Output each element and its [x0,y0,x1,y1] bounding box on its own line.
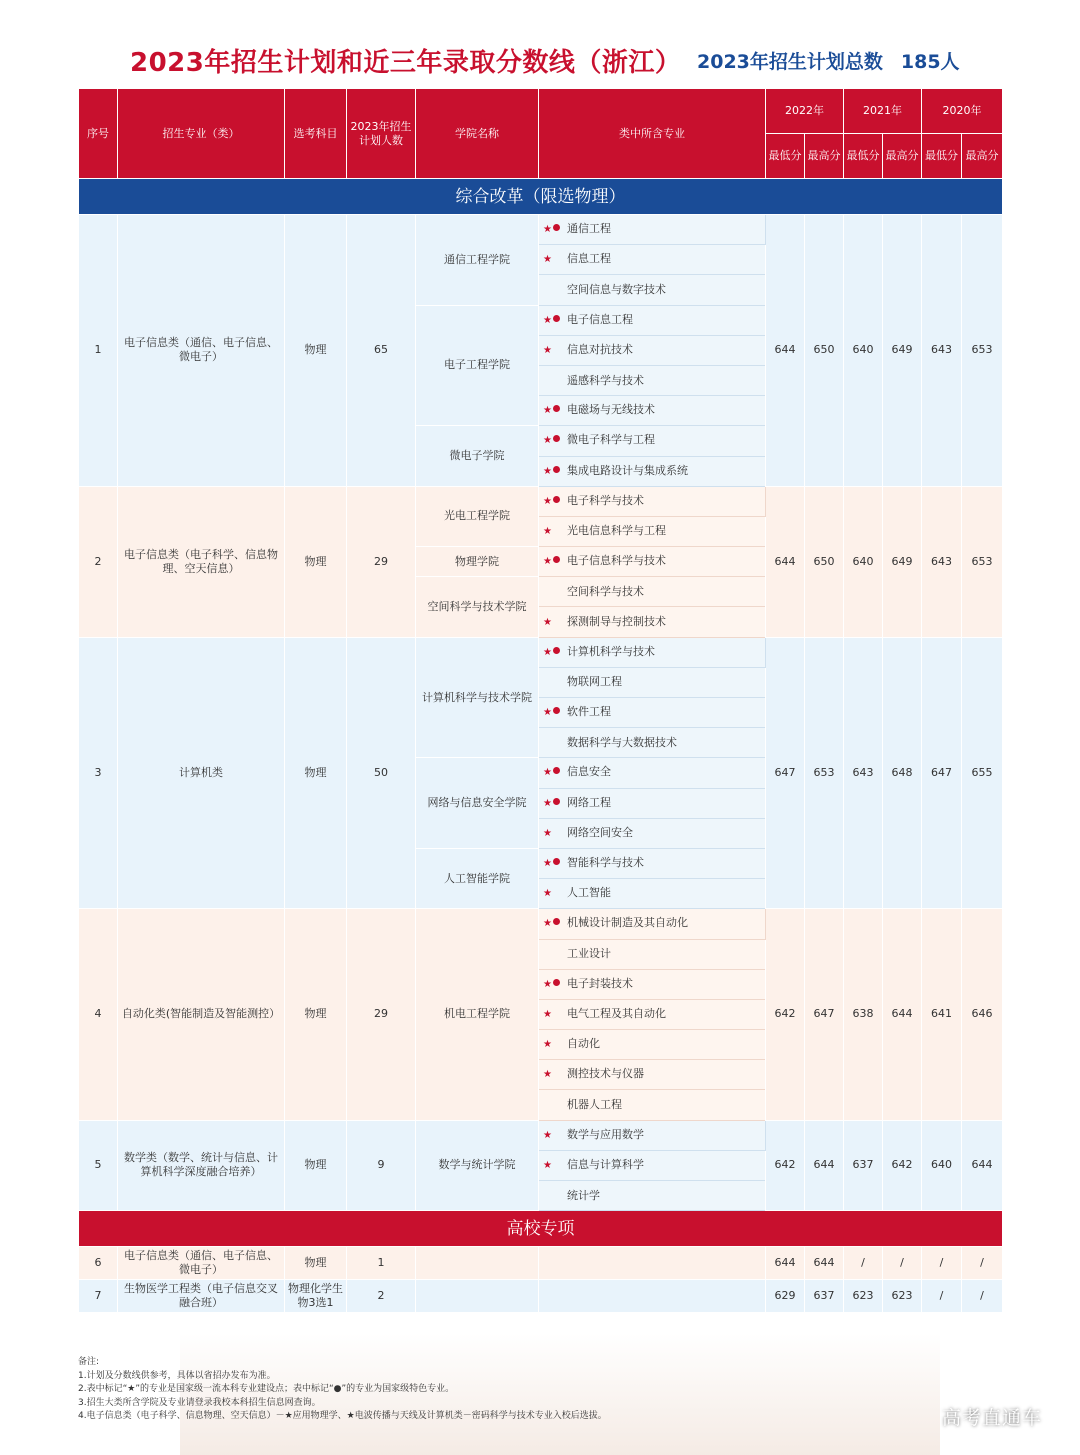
major-name: 软件工程 [567,705,611,719]
score-cell: 648 [883,637,922,909]
major-cell [539,335,766,365]
college-cell: 空间科学与技术学院 [416,577,539,637]
star-icon: ★ [543,254,552,266]
score-cell: 655 [962,637,1003,909]
star-icon: ★ [543,888,552,900]
score-cell: 649 [883,486,922,637]
major-cell [539,637,766,667]
major-category-cell: 电子信息类（通信、电子信息、微电子） [118,215,285,487]
score-cell: / [922,1280,962,1313]
header-2020: 2020年 [922,89,1003,134]
major-name: 计算机科学与技术 [567,644,655,658]
subject-cell: 物理 [285,1247,347,1280]
major-name: 电子信息科学与技术 [567,554,666,568]
major-name: 信息与计算科学 [567,1157,644,1171]
major-cell [539,1030,766,1060]
dot-icon [553,496,560,503]
score-cell: 640 [922,1120,962,1211]
table-row [79,909,1003,939]
header-majors: 类中所含专业 [539,89,766,179]
score-cell: 629 [766,1280,805,1313]
major-name: 机器人工程 [567,1098,622,1112]
star-icon: ★ [543,405,552,417]
major-name: 统计学 [567,1188,600,1202]
score-cell: 638 [844,909,883,1120]
college-cell: 人工智能学院 [416,848,539,908]
college-cell: 电子工程学院 [416,305,539,426]
major-cell [539,667,766,697]
section-banner-label: 综合改革（限选物理） [79,179,1003,215]
score-cell: 640 [844,215,883,487]
star-icon: ★ [543,435,552,447]
major-marks [543,857,567,871]
table-row [79,637,1003,667]
major-cell [539,879,766,909]
major-name: 测控技术与仪器 [567,1067,644,1081]
college-cell: 机电工程学院 [416,909,539,1120]
major-name: 智能科学与技术 [567,856,644,870]
plan-cell: 29 [347,486,416,637]
star-icon: ★ [543,556,552,568]
score-cell: 653 [962,215,1003,487]
note-line: 备注: [78,1357,100,1367]
note-line: 2.表中标记“★”的专业是国家级一流本科专业建设点；表中标记“●”的专业为国家级特色专业。 [78,1384,455,1394]
score-cell: 644 [883,909,922,1120]
subject-cell: 物理 [285,1120,347,1211]
score-cell: 650 [805,486,844,637]
seq-cell: 4 [79,909,118,1120]
header-max: 最高分 [883,134,922,179]
major-name: 通信工程 [567,222,611,236]
score-cell: 644 [766,215,805,487]
seq-cell: 7 [79,1280,118,1313]
score-cell: / [844,1247,883,1280]
major-name: 光电信息科学与工程 [567,523,666,537]
header-2021: 2021年 [844,89,922,134]
major-cell [539,758,766,788]
dot-icon [553,767,560,774]
star-icon: ★ [543,646,552,658]
major-cell [539,999,766,1029]
major-cell [539,939,766,969]
major-cell [539,1181,766,1211]
major-marks [543,314,567,328]
dot-icon [553,798,560,805]
major-marks [543,253,567,267]
score-cell: / [922,1247,962,1280]
major-marks [543,827,567,841]
major-cell [539,547,766,577]
score-cell: 653 [962,486,1003,637]
major-cell [539,396,766,426]
table-row [79,1280,1003,1313]
table-row [79,215,1003,245]
major-marks [543,797,567,811]
major-name: 电气工程及其自动化 [567,1006,666,1020]
major-name: 网络工程 [567,795,611,809]
admission-table [78,88,1003,1313]
major-name: 电子科学与技术 [567,493,644,507]
score-cell: 643 [922,215,962,487]
score-cell: 644 [962,1120,1003,1211]
major-name: 微电子科学与工程 [567,433,655,447]
star-icon: ★ [543,525,552,537]
star-icon: ★ [543,858,552,870]
major-cell [539,426,766,456]
major-category-cell: 电子信息类（通信、电子信息、微电子） [118,1247,285,1280]
major-marks [543,917,567,931]
major-name: 机械设计制造及其自动化 [567,916,688,930]
plan-cell: 65 [347,215,416,487]
major-marks [543,646,567,660]
score-cell: 644 [766,486,805,637]
plan-cell: 50 [347,637,416,909]
score-cell: 637 [844,1120,883,1211]
score-cell: 647 [805,909,844,1120]
score-cell: / [962,1247,1003,1280]
major-cell [539,486,766,516]
score-cell: 647 [922,637,962,909]
plan-cell: 1 [347,1247,416,1280]
star-icon: ★ [543,224,552,236]
seq-cell: 2 [79,486,118,637]
major-cell [539,728,766,758]
major-marks [543,495,567,509]
header-subject: 选考科目 [285,89,347,179]
subject-cell: 物理 [285,637,347,909]
major-cell [539,969,766,999]
dot-icon [553,315,560,322]
major-marks [543,887,567,901]
star-icon: ★ [543,1129,552,1141]
major-name: 遥感科学与技术 [567,373,644,387]
star-icon: ★ [543,465,552,477]
star-icon: ★ [543,1039,552,1051]
college-cell: 物理学院 [416,547,539,577]
note-line: 3.招生大类所含学院及专业请登录我校本科招生信息网查询。 [78,1397,321,1408]
major-marks [543,1038,567,1052]
seq-cell: 3 [79,637,118,909]
notes [78,1356,607,1424]
college-cell [416,1247,539,1280]
major-cell [539,1280,766,1313]
major-cell [539,577,766,607]
table-row [79,486,1003,516]
major-category-cell: 生物医学工程类（电子信息交叉融合班） [118,1280,285,1313]
major-name: 工业设计 [567,947,611,961]
total-value: 185人 [900,51,960,73]
major-name: 电磁场与无线技术 [567,403,655,417]
major-name: 信息安全 [567,765,611,779]
subject-cell: 物理化学生物3选1 [285,1280,347,1313]
dot-icon [553,918,560,925]
subject-cell: 物理 [285,909,347,1120]
star-icon: ★ [543,767,552,779]
header-2022: 2022年 [766,89,844,134]
plan-cell: 29 [347,909,416,1120]
dot-icon [553,405,560,412]
major-marks [543,1159,567,1173]
score-cell: 647 [766,637,805,909]
table-row [79,1120,1003,1150]
plan-cell: 2 [347,1280,416,1313]
major-marks [543,706,567,720]
table-row [79,1247,1003,1280]
major-name: 网络空间安全 [567,825,633,839]
college-cell [416,1280,539,1313]
star-icon: ★ [543,827,552,839]
major-name: 探测制导与控制技术 [567,614,666,628]
major-marks [543,766,567,780]
star-icon: ★ [543,797,552,809]
major-cell [539,1060,766,1090]
college-cell: 数学与统计学院 [416,1120,539,1211]
note-line: 4.电子信息类（电子科学、信息物理、空天信息）－★应用物理学、★电波传播与天线及计算机类－密码科学与技术专业入校后选拔。 [78,1411,607,1421]
major-cell [539,848,766,878]
major-name: 空间科学与技术 [567,584,644,598]
star-icon: ★ [543,1159,552,1171]
major-cell [539,275,766,305]
dot-icon [553,707,560,714]
major-cell [539,365,766,395]
major-cell [539,305,766,335]
score-cell: 646 [962,909,1003,1120]
major-category-cell: 计算机类 [118,637,285,909]
major-name: 物联网工程 [567,675,622,689]
section-banner [79,179,1003,215]
star-icon: ★ [543,918,552,930]
dot-icon [553,858,560,865]
dot-icon [553,556,560,563]
major-category-cell: 电子信息类（电子科学、信息物理、空天信息） [118,486,285,637]
score-cell: 649 [883,215,922,487]
score-cell: / [883,1247,922,1280]
major-marks [543,525,567,539]
major-cell [539,1247,766,1280]
dot-icon [553,224,560,231]
major-cell [539,1150,766,1180]
score-cell: 642 [766,1120,805,1211]
score-cell: 623 [844,1280,883,1313]
college-cell: 计算机科学与技术学院 [416,637,539,758]
star-icon: ★ [543,344,552,356]
page-title: 2023年招生计划和近三年录取分数线（浙江） [130,48,682,78]
score-cell: 643 [844,637,883,909]
major-cell [539,456,766,486]
college-cell: 微电子学院 [416,426,539,486]
header-max: 最高分 [962,134,1003,179]
major-marks [543,1068,567,1082]
college-cell: 通信工程学院 [416,215,539,306]
star-icon: ★ [543,978,552,990]
major-cell [539,788,766,818]
score-cell: 642 [766,909,805,1120]
star-icon: ★ [543,1008,552,1020]
seq-cell: 6 [79,1247,118,1280]
major-cell [539,245,766,275]
seq-cell: 1 [79,215,118,487]
score-cell: 637 [805,1280,844,1313]
major-marks [543,465,567,479]
score-cell: / [962,1280,1003,1313]
star-icon: ★ [543,1069,552,1081]
score-cell: 642 [883,1120,922,1211]
score-cell: 653 [805,637,844,909]
major-name: 信息对抗技术 [567,342,633,356]
major-name: 自动化 [567,1037,600,1051]
major-name: 信息工程 [567,252,611,266]
subject-cell: 物理 [285,486,347,637]
major-cell [539,516,766,546]
star-icon: ★ [543,495,552,507]
score-cell: 644 [805,1120,844,1211]
score-cell: 641 [922,909,962,1120]
major-name: 人工智能 [567,886,611,900]
star-icon: ★ [543,314,552,326]
major-cell [539,818,766,848]
major-name: 电子封装技术 [567,976,633,990]
star-icon: ★ [543,616,552,628]
header-seq: 序号 [79,89,118,179]
major-marks [543,344,567,358]
dot-icon [553,466,560,473]
score-cell: 643 [922,486,962,637]
major-cell [539,909,766,939]
score-cell: 623 [883,1280,922,1313]
major-name: 集成电路设计与集成系统 [567,463,688,477]
college-cell: 网络与信息安全学院 [416,758,539,849]
score-cell: 640 [844,486,883,637]
dot-icon [553,979,560,986]
major-marks [543,404,567,418]
header-max: 最高分 [805,134,844,179]
plan-cell: 9 [347,1120,416,1211]
watermark: 高考直通车 [942,1407,1043,1429]
header-college: 学院名称 [416,89,539,179]
major-cell [539,215,766,245]
major-marks [543,616,567,630]
major-marks [543,223,567,237]
major-marks [543,434,567,448]
major-cell [539,607,766,637]
special-banner-label: 高校专项 [79,1211,1003,1247]
total-plan [697,47,960,74]
major-marks [543,978,567,992]
major-category-cell: 数学类（数学、统计与信息、计算机科学深度融合培养） [118,1120,285,1211]
score-cell: 644 [805,1247,844,1280]
major-name: 数据科学与大数据技术 [567,735,677,749]
major-name: 电子信息工程 [567,312,633,326]
major-marks [543,555,567,569]
header-min: 最低分 [922,134,962,179]
score-cell: 650 [805,215,844,487]
header-plan: 2023年招生计划人数 [347,89,416,179]
dot-icon [553,647,560,654]
major-cell [539,1090,766,1120]
star-icon: ★ [543,707,552,719]
major-name: 数学与应用数学 [567,1127,644,1141]
subject-cell: 物理 [285,215,347,487]
header-min: 最低分 [844,134,883,179]
header-min: 最低分 [766,134,805,179]
total-label: 2023年招生计划总数 [697,51,883,73]
score-cell: 644 [766,1247,805,1280]
seq-cell: 5 [79,1120,118,1211]
dot-icon [553,435,560,442]
major-name: 空间信息与数字技术 [567,282,666,296]
major-marks [543,1008,567,1022]
note-line: 1.计划及分数线供参考，具体以省招办发布为准。 [78,1370,276,1381]
special-banner [79,1211,1003,1247]
major-category-cell: 自动化类(智能制造及智能测控） [118,909,285,1120]
major-marks [543,1129,567,1143]
header-major-cat: 招生专业（类） [118,89,285,179]
major-cell [539,698,766,728]
college-cell: 光电工程学院 [416,486,539,546]
major-cell [539,1120,766,1150]
